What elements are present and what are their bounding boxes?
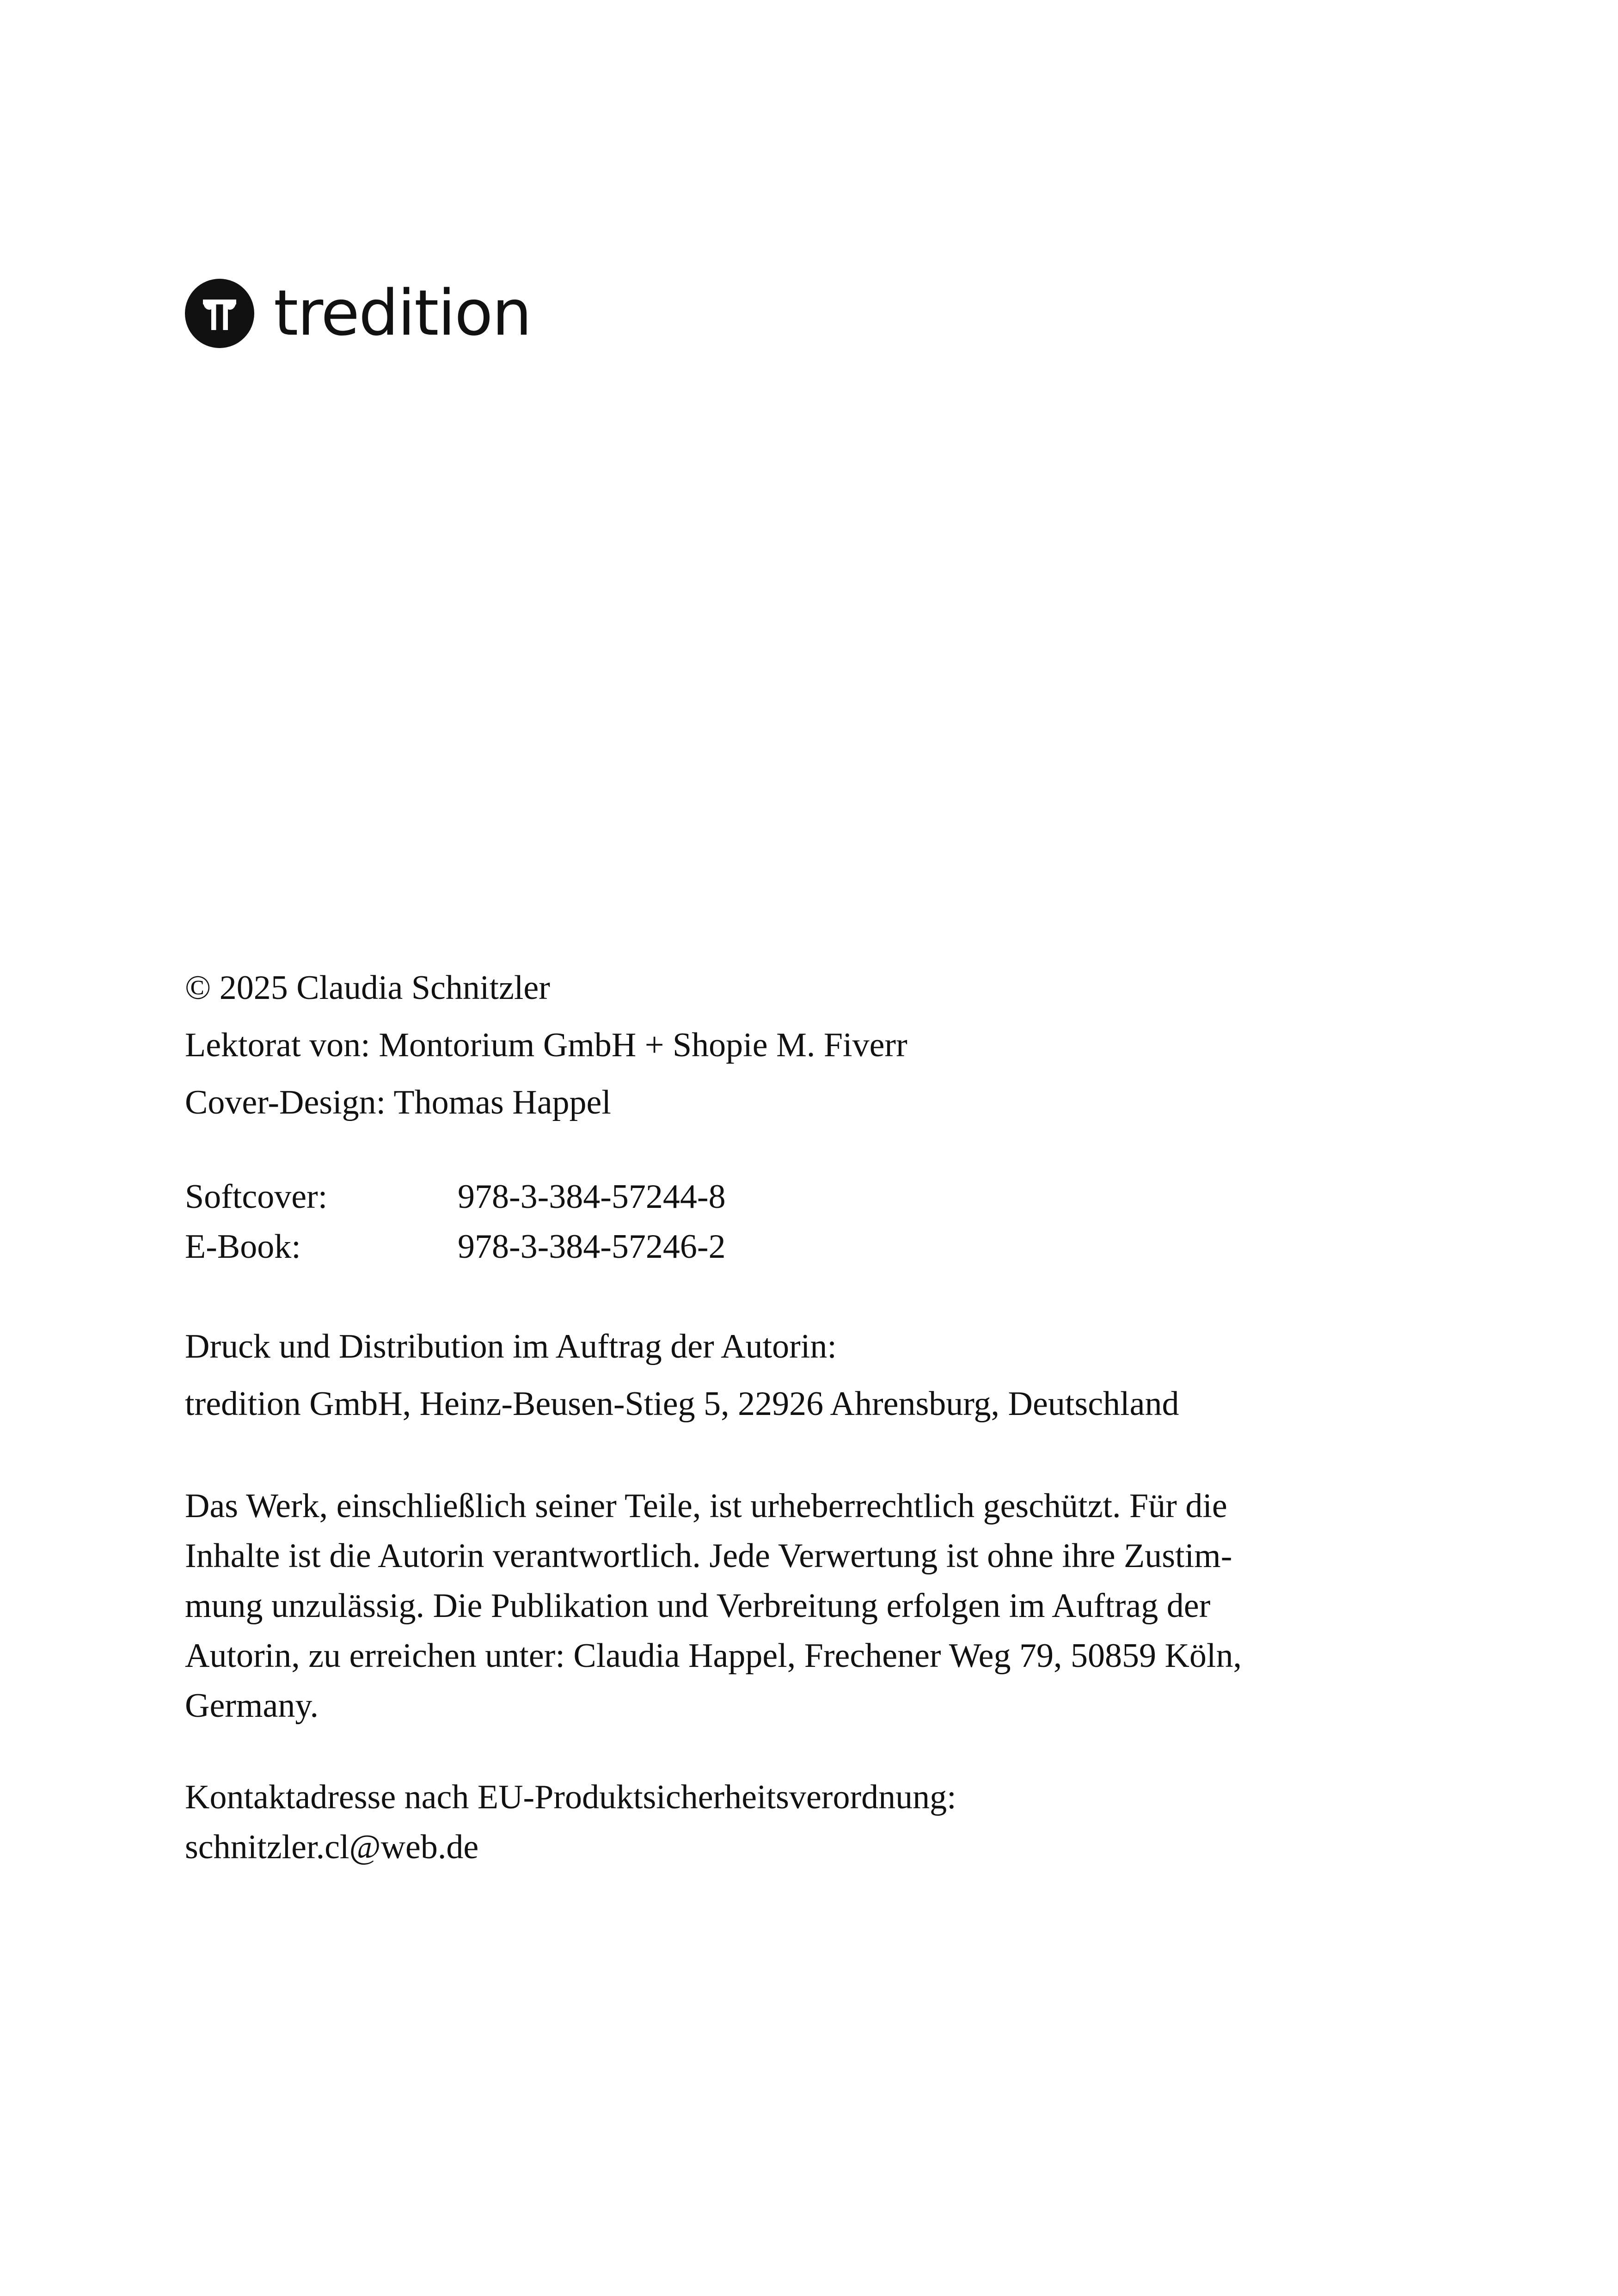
cover-design-credit: Cover-Design: Thomas Happel <box>185 1084 611 1121</box>
legal-line: Germany. <box>185 1687 319 1725</box>
isbn-table <box>185 1180 1387 1280</box>
isbn-row-softcover <box>185 1180 1387 1230</box>
printer-intro: Druck und Distribution im Auftrag der Autorin: <box>185 1328 837 1365</box>
isbn-label: Softcover: <box>185 1178 328 1216</box>
legal-notice <box>185 1481 1387 1731</box>
imprint-page <box>185 971 1387 1872</box>
legal-line: Autorin, zu erreichen unter: Claudia Happel, Frechener Weg 79, 50859 Köln, <box>185 1637 1242 1675</box>
legal-line: Inhalte ist die Autorin verantwortlich. Jede Verwertung ist ohne ihre Zustim- <box>185 1537 1232 1575</box>
publisher-logo <box>185 279 531 348</box>
isbn-value: 978-3-384-57244-8 <box>458 1178 726 1216</box>
credits-block <box>185 971 1387 1120</box>
isbn-label: E-Book: <box>185 1228 301 1266</box>
tredition-logo-icon <box>185 279 254 348</box>
copyright-line: © 2025 Claudia Schnitzler <box>185 969 550 1007</box>
contact-email: schnitzler.cl@web.de <box>185 1828 479 1866</box>
printer-address: tredition GmbH, Heinz-Beusen-Stieg 5, 22926 Ahrensburg, Deutschland <box>185 1385 1179 1423</box>
printer-block <box>185 1329 1387 1421</box>
publisher-logo-text: tredition <box>274 277 531 350</box>
isbn-value: 978-3-384-57246-2 <box>458 1228 726 1266</box>
legal-line: mung unzulässig. Die Publikation und Verbreitung erfolgen im Auftrag der <box>185 1587 1211 1625</box>
contact-label: Kontaktadresse nach EU-Produktsicherheitsverordnung: <box>185 1778 956 1816</box>
legal-line: Das Werk, einschließlich seiner Teile, ist urheberrechtlich geschützt. Für die <box>185 1487 1227 1525</box>
editing-credit: Lektorat von: Montorium GmbH + Shopie M. Fiverr <box>185 1026 907 1064</box>
contact-block <box>185 1772 1387 1872</box>
isbn-row-ebook <box>185 1230 1387 1280</box>
